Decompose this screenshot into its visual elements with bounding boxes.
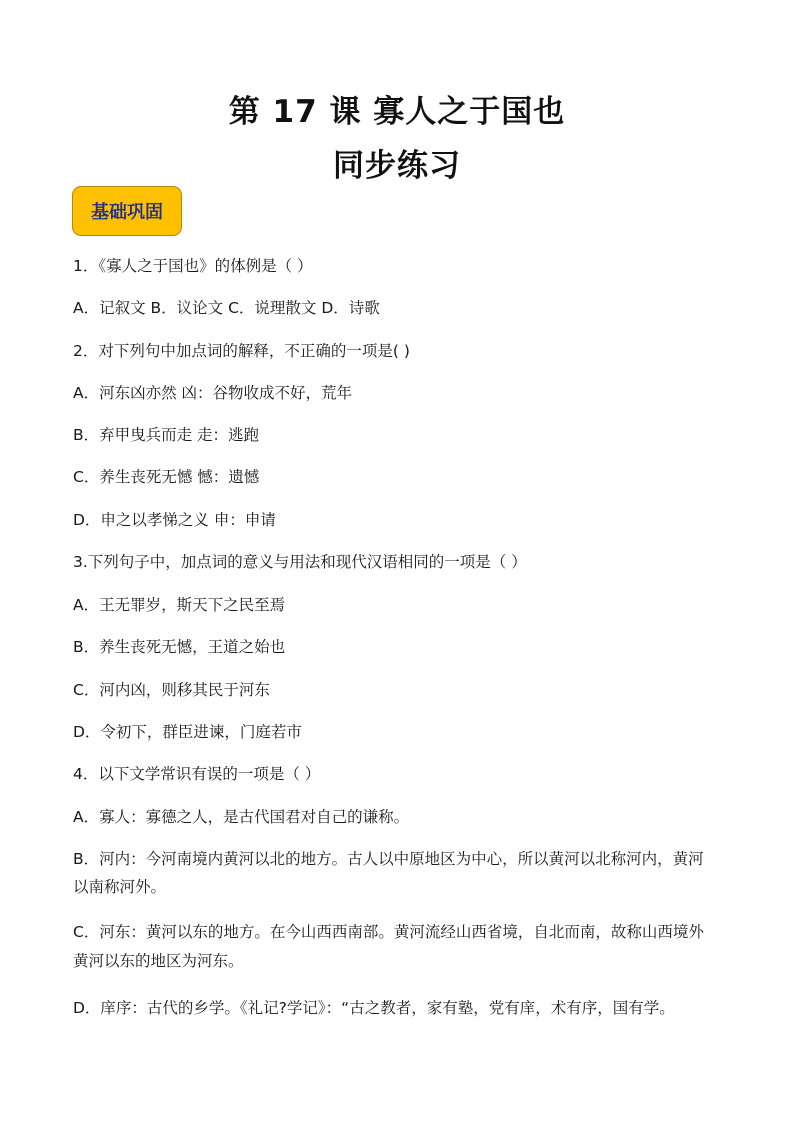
question-4-option-b-line-1: B．河内：今河南境内黄河以北的地方。古人以中原地区为中心，所以黄河以北称河内，黄河 xyxy=(73,850,704,868)
question-3-option-a: A．王无罪岁，斯天下之民至焉 xyxy=(73,596,286,614)
question-1-stem: 1．《寡人之于国也》的体例是（ ） xyxy=(73,257,313,275)
question-3-option-d: D．令初下，群臣进谏，门庭若市 xyxy=(73,723,302,741)
question-2-option-b: B．弃甲曳兵而走 走：逃跑 xyxy=(73,426,260,444)
question-4-stem: 4．以下文学常识有误的一项是（ ） xyxy=(73,765,321,783)
section-badge xyxy=(72,186,182,236)
section-label: 基础巩固 xyxy=(91,202,163,223)
question-2-option-a: A．河东凶亦然 凶：谷物收成不好，荒年 xyxy=(73,384,353,402)
question-4-option-c-line-2: 黄河以东的地区为河东。 xyxy=(73,952,244,970)
question-1-options: A．记叙文 B．议论文 C．说理散文 D．诗歌 xyxy=(73,299,380,317)
question-2-option-d: D．申之以孝悌之义 申：申请 xyxy=(73,511,276,529)
question-4-option-b-line-2: 以南称河外。 xyxy=(73,878,167,896)
question-3-stem: 3.下列句子中，加点词的意义与用法和现代汉语相同的一项是（ ） xyxy=(73,553,527,571)
question-2-option-c: C．养生丧死无憾 憾：遗憾 xyxy=(73,468,260,486)
question-3-option-c: C．河内凶，则移其民于河东 xyxy=(73,681,270,699)
question-4-option-d: D．庠序：古代的乡学。《礼记?学记》：“古之教者，家有塾，党有庠，术有序，国有学。 xyxy=(73,999,675,1017)
question-4-option-a: A．寡人：寡德之人，是古代国君对自己的谦称。 xyxy=(73,808,410,826)
page-title: 第 17 课 寡人之于国也 xyxy=(228,94,566,130)
question-4-option-c-line-1: C．河东：黄河以东的地方。在今山西西南部。黄河流经山西省境，自北而南，故称山西境外 xyxy=(73,923,704,941)
question-2-stem: 2．对下列句中加点词的解释，不正确的一项是( ) xyxy=(73,342,410,360)
page-subtitle: 同步练习 xyxy=(333,148,461,184)
question-3-option-b: B．养生丧死无憾，王道之始也 xyxy=(73,638,286,656)
